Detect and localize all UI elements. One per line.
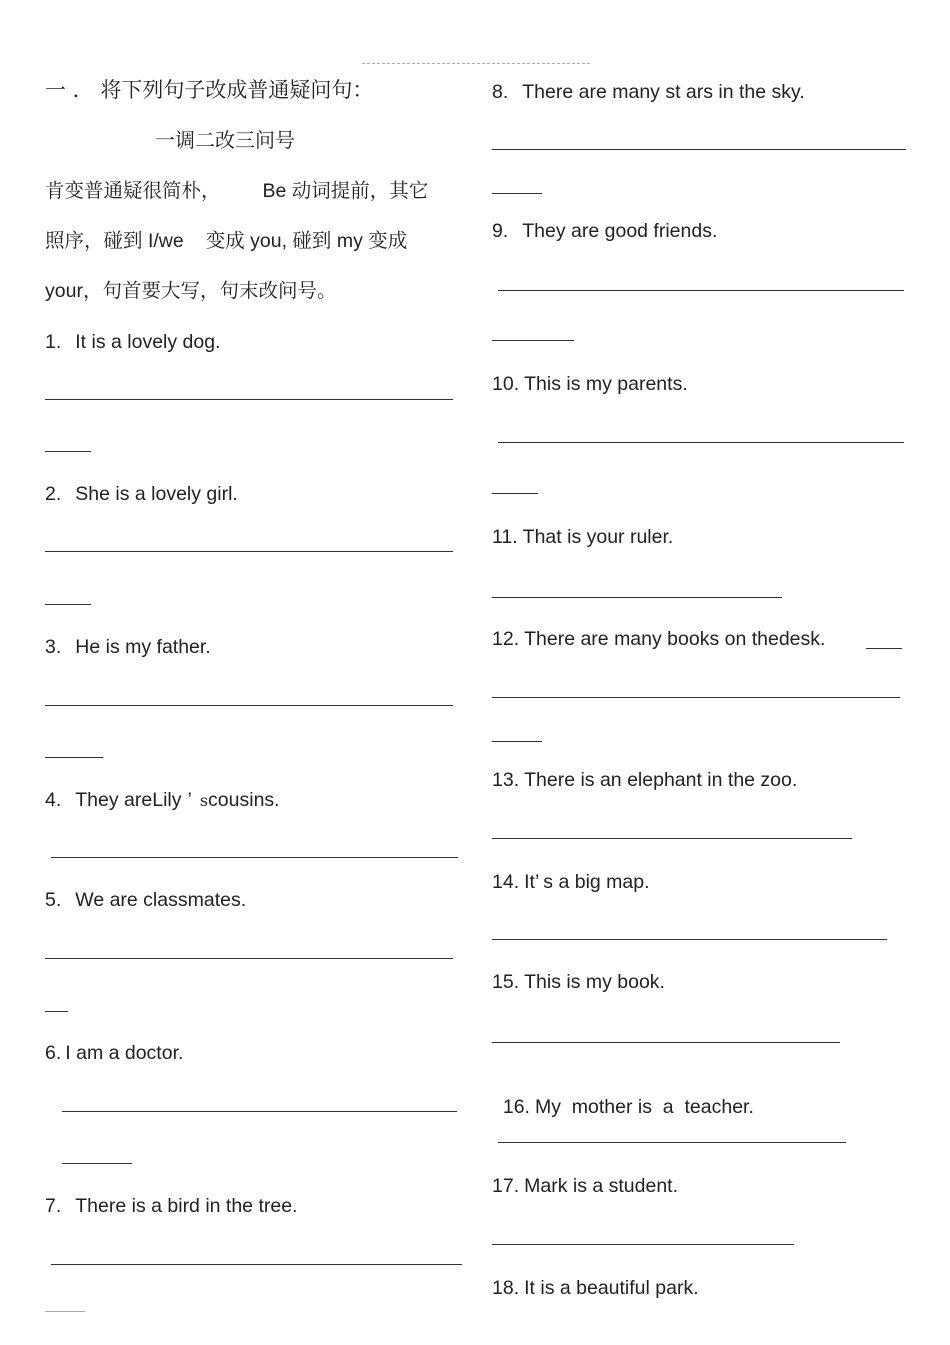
question-14: 14. It’ s a big map. <box>492 871 650 893</box>
question-5: 5. We are classmates. <box>45 889 247 911</box>
section-subheading: 一调二改三问号 <box>155 128 295 152</box>
answer-line-6a[interactable] <box>62 1111 457 1112</box>
answer-line-14[interactable] <box>492 939 887 940</box>
question-18: 18. It is a beautiful park. <box>492 1277 699 1299</box>
answer-line-8a[interactable] <box>492 149 906 150</box>
question-15: 15. This is my book. <box>492 971 665 993</box>
answer-line-16[interactable] <box>498 1142 846 1143</box>
answer-line-3a[interactable] <box>45 705 453 706</box>
question-1: 1. It is a lovely dog. <box>45 331 221 353</box>
answer-line-9b[interactable] <box>492 340 574 341</box>
question-8: 8. There are many st ars in the sky. <box>492 81 805 103</box>
question-16: 16. My mother is a teacher. <box>502 1096 754 1118</box>
question-17: 17. Mark is a student. <box>492 1175 679 1197</box>
answer-line-8b[interactable] <box>492 193 542 194</box>
answer-line-2a[interactable] <box>45 551 453 552</box>
rule-line-1: 肯变普通疑很简朴， Be 动词提前，其它 <box>45 179 429 202</box>
answer-line-1a[interactable] <box>45 399 453 400</box>
rule-line-3: your，句首要大写，句末改问号。 <box>45 279 337 302</box>
answer-line-17[interactable] <box>492 1244 794 1245</box>
question-12: 12. There are many books on thedesk. <box>492 628 826 650</box>
answer-line-10a[interactable] <box>498 442 904 443</box>
answer-line-15[interactable] <box>492 1042 840 1043</box>
answer-line-13[interactable] <box>492 838 852 839</box>
answer-line-12a[interactable] <box>866 648 902 649</box>
answer-line-4[interactable] <box>51 857 458 858</box>
question-9: 9. They are good friends. <box>492 220 718 242</box>
question-7: 7. There is a bird in the tree. <box>45 1195 298 1217</box>
answer-line-5b[interactable] <box>45 1011 68 1012</box>
answer-line-11[interactable] <box>492 597 782 598</box>
section-heading: 一 ． 将下列句子改成普通疑问句： <box>45 78 374 102</box>
answer-line-10b[interactable] <box>492 493 538 494</box>
answer-line-1b[interactable] <box>45 451 91 452</box>
answer-line-7b[interactable] <box>45 1311 85 1312</box>
question-2: 2. She is a lovely girl. <box>45 483 238 505</box>
answer-line-9a[interactable] <box>498 290 904 291</box>
answer-line-5a[interactable] <box>45 958 453 959</box>
question-10: 10. This is my parents. <box>492 373 688 395</box>
question-13: 13. There is an elephant in the zoo. <box>492 769 798 791</box>
rule-line-2: 照序，碰到 I/we 变成 you, 碰到 my 变成 <box>45 229 408 252</box>
answer-line-2b[interactable] <box>45 604 91 605</box>
question-4: 4. They areLily ’ scousins. <box>45 789 280 811</box>
question-6: 6. I am a doctor. <box>45 1042 184 1064</box>
question-11: 11. That is your ruler. <box>492 526 674 548</box>
header-dashed-rule <box>362 63 590 64</box>
answer-line-6b[interactable] <box>62 1163 132 1164</box>
answer-line-7a[interactable] <box>51 1264 462 1265</box>
question-3: 3. He is my father. <box>45 636 211 658</box>
answer-line-3b[interactable] <box>45 757 103 758</box>
answer-line-12b[interactable] <box>492 697 900 698</box>
answer-line-12c[interactable] <box>492 741 542 742</box>
